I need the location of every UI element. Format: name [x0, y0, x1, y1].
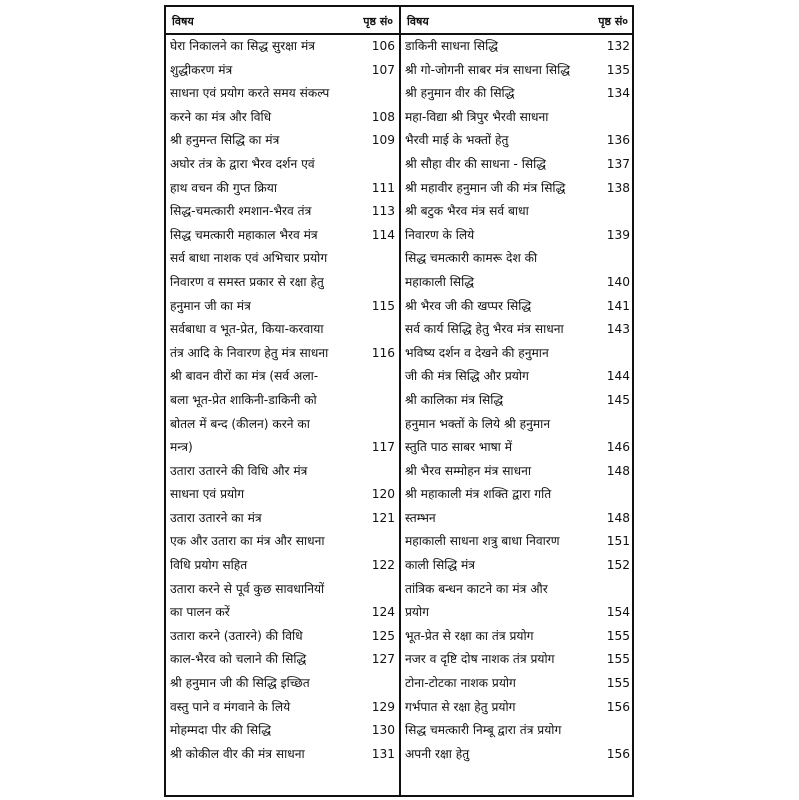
entry-page-number: 155	[606, 628, 630, 643]
page-number-header: पृष्ठ सं०	[598, 15, 628, 28]
toc-entry	[166, 342, 399, 366]
entry-title: काली सिद्धि मंत्र	[405, 558, 475, 573]
entry-page-number: 134	[606, 86, 630, 101]
toc-entry	[401, 719, 634, 743]
right-entries	[401, 35, 634, 766]
toc-entry	[401, 601, 634, 625]
page-number-header: पृष्ठ सं०	[363, 15, 393, 28]
toc-entry	[166, 719, 399, 743]
toc-entry	[401, 413, 634, 437]
entry-page-number: 120	[371, 487, 395, 502]
entry-title: श्री बावन वीरों का मंत्र (सर्व अला-	[170, 369, 319, 384]
entry-title: बला भूत-प्रेत शाकिनी-डाकिनी को	[170, 392, 317, 407]
entry-page-number: 127	[371, 652, 395, 667]
entry-title: एक और उतारा का मंत्र और साधना	[170, 534, 325, 549]
toc-entry	[401, 460, 634, 484]
entry-title: हनुमान भक्तों के लिये श्री हनुमान	[405, 416, 551, 431]
toc-entry	[166, 530, 399, 554]
entry-title: भैरवी माई के भक्तों हेतु	[405, 133, 509, 148]
entry-title: प्रयोग	[405, 605, 430, 620]
toc-entry	[401, 271, 634, 295]
toc-entry	[401, 106, 634, 130]
left-entries	[166, 35, 399, 766]
toc-entry	[166, 578, 399, 602]
entry-title: महाकाली साधना शत्रु बाधा निवारण	[405, 534, 560, 549]
entry-title: नजर व दृष्टि दोष नाशक तंत्र प्रयोग	[405, 652, 555, 667]
entry-page-number: 155	[606, 676, 630, 691]
entry-page-number: 122	[371, 558, 395, 573]
entry-page-number: 109	[371, 133, 395, 148]
toc-entry	[166, 177, 399, 201]
entry-title: विधि प्रयोग सहित	[170, 558, 248, 573]
toc-entry	[401, 200, 634, 224]
toc-entry	[166, 59, 399, 83]
entry-page-number: 130	[371, 723, 395, 738]
entry-page-number: 121	[371, 510, 395, 525]
toc-entry	[401, 247, 634, 271]
entry-title: भविष्य दर्शन व देखने की हनुमान	[405, 345, 549, 360]
entry-title: सर्व कार्य सिद्धि हेतु भैरव मंत्र साधना	[405, 322, 564, 337]
toc-entry	[166, 318, 399, 342]
toc-entry	[401, 483, 634, 507]
entry-title: श्री हनुमान जी की सिद्धि इच्छित	[170, 676, 310, 691]
entry-title: सर्वबाधा व भूत-प्रेत, किया-करवाया	[170, 322, 324, 337]
entry-title: तंत्र आदि के निवारण हेतु मंत्र साधना	[170, 345, 329, 360]
toc-entry	[401, 530, 634, 554]
toc-entry	[166, 200, 399, 224]
entry-title: तांत्रिक बन्धन काटने का मंत्र और	[405, 581, 548, 596]
entry-title: श्री कोकील वीर की मंत्र साधना	[170, 746, 305, 761]
entry-page-number: 115	[371, 298, 395, 313]
entry-page-number: 151	[606, 534, 630, 549]
toc-entry	[166, 554, 399, 578]
entry-title: सिद्ध-चमत्कारी श्मशान-भैरव तंत्र	[170, 204, 312, 219]
entry-page-number: 124	[371, 605, 395, 620]
entry-page-number: 131	[371, 746, 395, 761]
entry-title: वस्तु पाने व मंगवाने के लिये	[170, 699, 291, 714]
left-column-header	[166, 7, 399, 35]
entry-page-number: 152	[606, 558, 630, 573]
entry-title: टोना-टोटका नाशक प्रयोग	[405, 676, 516, 691]
entry-title: स्तम्भन	[405, 510, 436, 525]
entry-page-number: 156	[606, 746, 630, 761]
table-of-contents	[164, 5, 634, 797]
toc-entry	[166, 224, 399, 248]
subject-header: विषय	[172, 15, 194, 28]
entry-title: मन्त्र)	[170, 440, 193, 455]
entry-page-number: 108	[371, 109, 395, 124]
entry-page-number: 141	[606, 298, 630, 313]
toc-entry	[166, 106, 399, 130]
toc-entry	[166, 413, 399, 437]
entry-page-number: 155	[606, 652, 630, 667]
toc-entry	[166, 460, 399, 484]
entry-page-number: 148	[606, 510, 630, 525]
entry-title: उतारा उतारने की विधि और मंत्र	[170, 463, 308, 478]
left-column	[166, 7, 399, 795]
toc-entry	[401, 129, 634, 153]
toc-entry	[401, 295, 634, 319]
toc-entry	[166, 648, 399, 672]
entry-page-number: 106	[371, 39, 395, 53]
entry-title: सिद्ध चमत्कारी कामरू देश की	[405, 251, 538, 266]
entry-page-number: 114	[371, 227, 395, 242]
entry-page-number: 129	[371, 699, 395, 714]
toc-entry	[401, 743, 634, 767]
toc-entry	[401, 35, 634, 59]
entry-title: हनुमान जी का मंत्र	[170, 298, 251, 313]
toc-entry	[166, 672, 399, 696]
toc-entry	[401, 436, 634, 460]
toc-entry	[401, 318, 634, 342]
entry-title: श्री सौहा वीर की साधना - सिद्धि	[405, 156, 546, 171]
right-column	[401, 7, 634, 795]
entry-title: साधना एवं प्रयोग करते समय संकल्प	[170, 86, 330, 101]
entry-page-number: 143	[606, 322, 630, 337]
entry-title: सिद्ध चमत्कारी महाकाल भैरव मंत्र	[170, 227, 318, 242]
entry-title: जी की मंत्र सिद्धि और प्रयोग	[405, 369, 529, 384]
entry-page-number: 137	[606, 156, 630, 171]
toc-entry	[166, 507, 399, 531]
entry-title: भूत-प्रेत से रक्षा का तंत्र प्रयोग	[405, 628, 534, 643]
entry-title: महा-विद्या श्री त्रिपुर भैरवी साधना	[405, 109, 549, 124]
toc-entry	[401, 625, 634, 649]
entry-title: करने का मंत्र और विधि	[170, 109, 272, 124]
entry-title: निवारण के लिये	[405, 227, 475, 242]
entry-title: सिद्ध चमत्कारी निम्बू द्वारा तंत्र प्रयोग	[405, 723, 562, 738]
entry-title: स्तुति पाठ साबर भाषा में	[405, 440, 512, 455]
toc-entry	[166, 365, 399, 389]
right-column-header	[401, 7, 634, 35]
toc-entry	[401, 82, 634, 106]
entry-page-number: 144	[606, 369, 630, 384]
entry-title: साधना एवं प्रयोग	[170, 487, 245, 502]
toc-entry	[166, 129, 399, 153]
entry-title: बोतल में बन्द (कीलन) करने का	[170, 416, 310, 431]
entry-page-number: 111	[371, 180, 395, 195]
entry-page-number: 107	[371, 62, 395, 77]
entry-page-number: 148	[606, 463, 630, 478]
entry-title: महाकाली सिद्धि	[405, 274, 475, 289]
entry-title: घेरा निकालने का सिद्ध सुरक्षा मंत्र	[170, 39, 315, 53]
toc-entry	[401, 365, 634, 389]
entry-title: काल-भैरव को चलाने की सिद्धि	[170, 652, 307, 667]
entry-page-number: 116	[371, 345, 395, 360]
entry-page-number: 139	[606, 227, 630, 242]
entry-title: श्री भैरव जी की खप्पर सिद्धि	[405, 298, 532, 313]
entry-page-number: 125	[371, 628, 395, 643]
toc-entry	[401, 672, 634, 696]
entry-title: उतारा करने से पूर्व कुछ सावधानियों	[170, 581, 325, 596]
toc-entry	[166, 35, 399, 59]
toc-entry	[401, 648, 634, 672]
toc-entry	[401, 177, 634, 201]
entry-title: का पालन करें	[170, 605, 230, 620]
entry-title: निवारण व समस्त प्रकार से रक्षा हेतु	[170, 274, 324, 289]
toc-entry	[166, 625, 399, 649]
entry-page-number: 154	[606, 605, 630, 620]
entry-title: श्री हनुमान वीर की सिद्धि	[405, 86, 515, 101]
toc-entry	[401, 153, 634, 177]
entry-page-number: 140	[606, 274, 630, 289]
entry-title: गर्भपात से रक्षा हेतु प्रयोग	[405, 699, 516, 714]
entry-page-number: 113	[371, 204, 395, 219]
toc-entry	[166, 743, 399, 767]
toc-entry	[166, 82, 399, 106]
entry-title: श्री महाकाली मंत्र शक्ति द्वारा गति	[405, 487, 552, 502]
entry-title: अघोर तंत्र के द्वारा भैरव दर्शन एवं	[170, 156, 315, 171]
toc-entry	[166, 153, 399, 177]
entry-title: डाकिनी साधना सिद्धि	[405, 39, 498, 53]
entry-title: श्री महावीर हनुमान जी की मंत्र सिद्धि	[405, 180, 566, 195]
toc-entry	[166, 436, 399, 460]
toc-entry	[401, 342, 634, 366]
entry-title: श्री भैरव सम्मोहन मंत्र साधना	[405, 463, 531, 478]
toc-entry	[401, 578, 634, 602]
toc-entry	[166, 483, 399, 507]
entry-page-number: 146	[606, 440, 630, 455]
entry-title: अपनी रक्षा हेतु	[405, 746, 470, 761]
entry-title: श्री हनुमन्त सिद्धि का मंत्र	[170, 133, 280, 148]
entry-title: श्री कालिका मंत्र सिद्धि	[405, 392, 504, 407]
entry-title: श्री गो-जोगनी साबर मंत्र साधना सिद्धि	[405, 62, 571, 77]
toc-entry	[401, 59, 634, 83]
entry-title: सर्व बाधा नाशक एवं अभिचार प्रयोग	[170, 251, 328, 266]
toc-entry	[166, 247, 399, 271]
toc-entry	[166, 696, 399, 720]
toc-entry	[401, 224, 634, 248]
entry-title: मोहम्मदा पीर की सिद्धि	[170, 723, 271, 738]
entry-title: शुद्धीकरण मंत्र	[170, 62, 233, 77]
entry-page-number: 138	[606, 180, 630, 195]
entry-page-number: 132	[606, 39, 630, 53]
entry-page-number: 145	[606, 392, 630, 407]
entry-page-number: 117	[371, 440, 395, 455]
toc-entry	[166, 271, 399, 295]
entry-title: उतारा करने (उतारने) की विधि	[170, 628, 303, 643]
toc-entry	[401, 696, 634, 720]
toc-entry	[401, 554, 634, 578]
subject-header: विषय	[407, 15, 429, 28]
toc-entry	[166, 295, 399, 319]
entry-title: श्री बटुक भैरव मंत्र सर्व बाधा	[405, 204, 529, 219]
entry-page-number: 136	[606, 133, 630, 148]
entry-title: उतारा उतारने का मंत्र	[170, 510, 262, 525]
entry-page-number: 156	[606, 699, 630, 714]
toc-entry	[401, 389, 634, 413]
entry-title: हाथ वचन की गुप्त क्रिया	[170, 180, 278, 195]
toc-entry	[166, 601, 399, 625]
entry-page-number: 135	[606, 62, 630, 77]
toc-entry	[166, 389, 399, 413]
toc-entry	[401, 507, 634, 531]
